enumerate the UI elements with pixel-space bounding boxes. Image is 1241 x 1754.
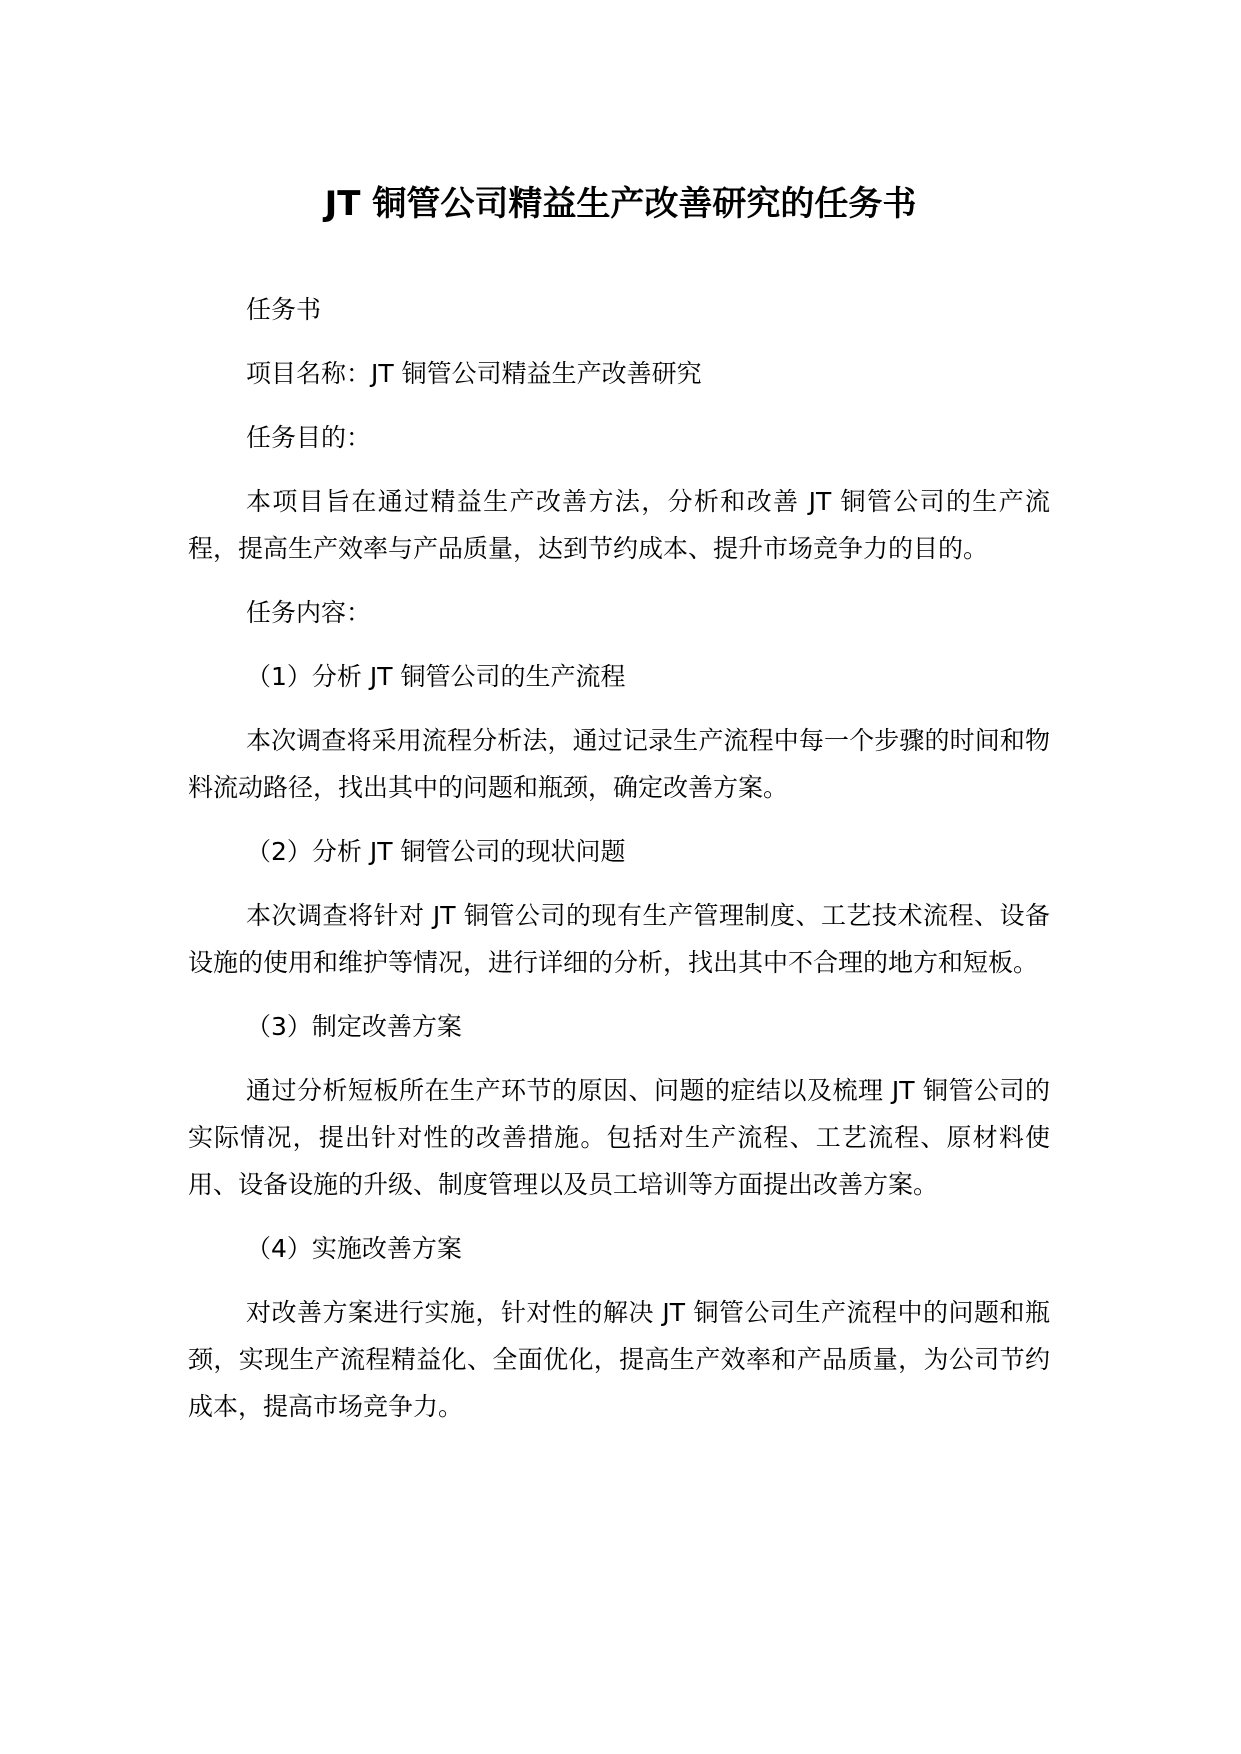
item-3-heading: （3）制定改善方案 — [246, 1012, 462, 1041]
item-4-text: 对改善方案进行实施，针对性的解决 JT 铜管公司生产流程中的问题和瓶颈，实现生产流程精益化、全面优化，提高生产效率和产品质量，为公司节约成本，提高市场竞争力。 — [188, 1298, 1050, 1421]
item-4-heading: （4）实施改善方案 — [246, 1234, 462, 1263]
document-body — [188, 286, 1050, 1447]
item-2-text: 本次调查将针对 JT 铜管公司的现有生产管理制度、工艺技术流程、设备设施的使用和维护等情况，进行详细的分析，找出其中不合理的地方和短板。 — [188, 901, 1050, 977]
purpose-heading: 任务目的： — [246, 423, 372, 452]
project-name: 项目名称：JT 铜管公司精益生产改善研究 — [246, 359, 702, 388]
item-3-text: 通过分析短板所在生产环节的原因、问题的症结以及梳理 JT 铜管公司的实际情况，提出针对性的改善措施。包括对生产流程、工艺流程、原材料使用、设备设施的升级、制度管理以及员工培训等方面提出改善方案。 — [188, 1076, 1050, 1199]
purpose-text: 本项目旨在通过精益生产改善方法，分析和改善 JT 铜管公司的生产流程，提高生产效率与产品质量，达到节约成本、提升市场竞争力的目的。 — [188, 487, 1050, 563]
content-heading: 任务内容： — [246, 598, 372, 627]
item-2-heading: （2）分析 JT 铜管公司的现状问题 — [246, 837, 626, 866]
item-1-text: 本次调查将采用流程分析法，通过记录生产流程中每一个步骤的时间和物料流动路径，找出其中的问题和瓶颈，确定改善方案。 — [188, 726, 1050, 802]
task-heading: 任务书 — [246, 295, 322, 324]
document-title: JT 铜管公司精益生产改善研究的任务书 — [324, 184, 917, 224]
item-1-heading: （1）分析 JT 铜管公司的生产流程 — [246, 662, 626, 691]
